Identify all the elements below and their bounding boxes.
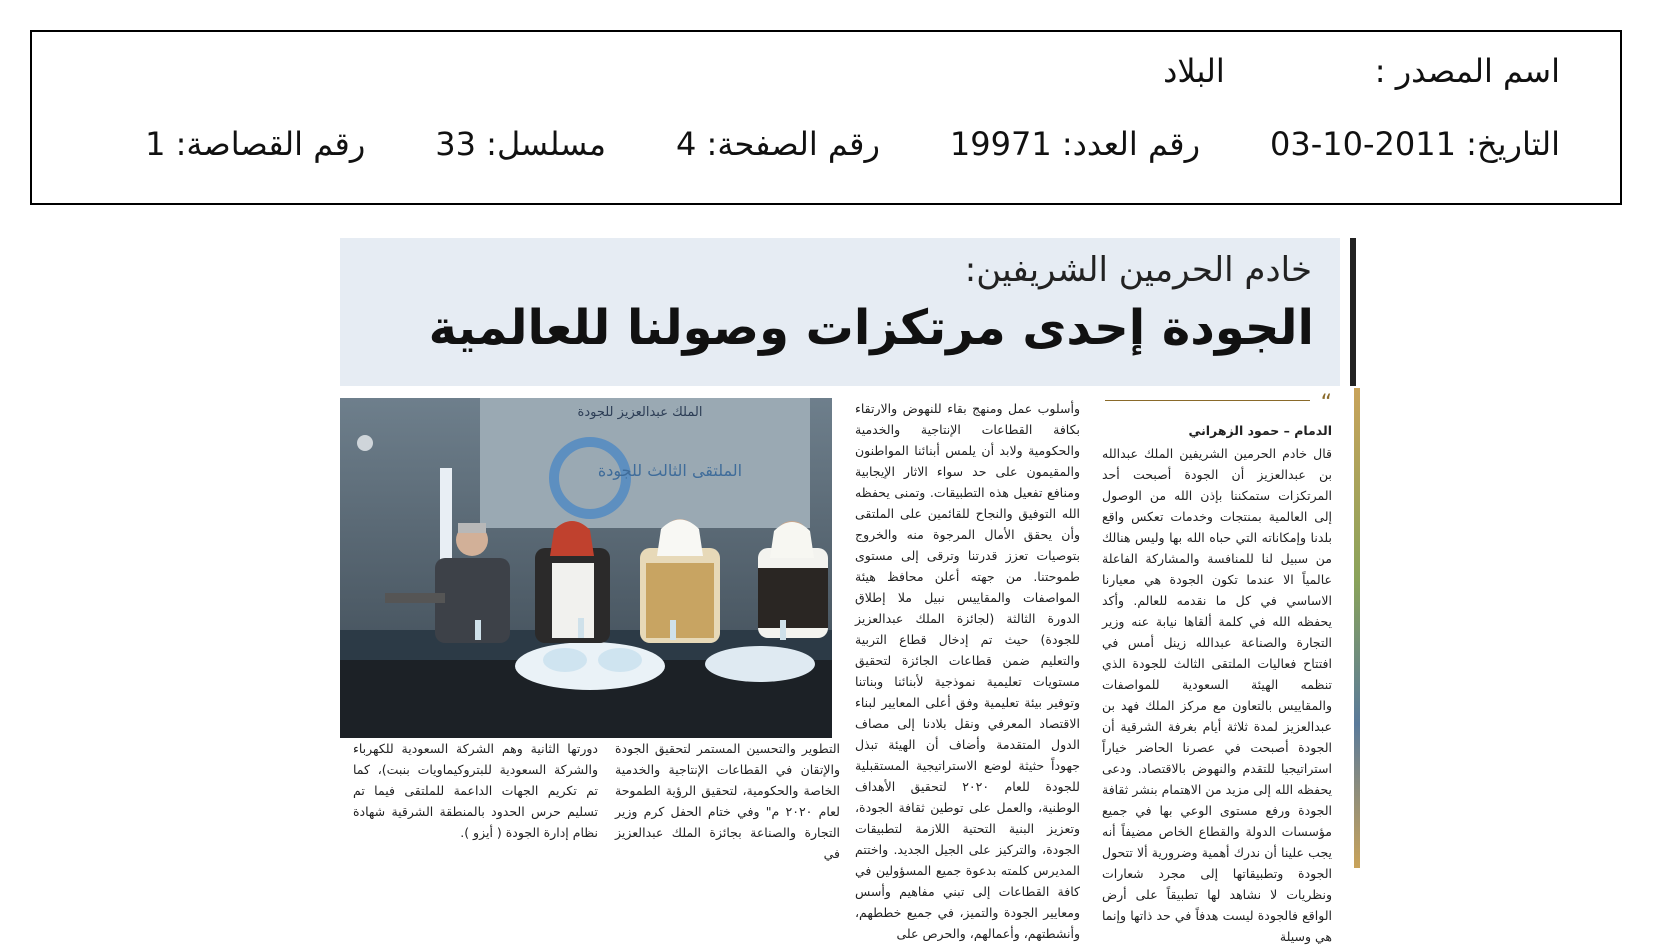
article-column-4: دورتها الثانية وهم الشركة السعودية للكهرباء والشركة السعودية للبتروكيماويات بنبت)، كما تم تكريم الجهات الداعمة للملتقى فيما تم تسليم حرس الحدود بالمنطقة الشرقية شهادة نظام إدارة الجودة ( أيزو ). xyxy=(353,741,598,840)
article-headline: الجودة إحدى مرتكزات وصولنا للعالمية xyxy=(428,300,1314,356)
page-field: رقم الصفحة: 4 xyxy=(676,125,880,163)
column-1-text: قال خادم الحرمين الشريفين الملك عبدالله بن عبدالعزيز أن الجودة أصبحت أحد المرتكزات ستمكننا بإذن الله من الوصول إلى العالمية بمنتجات وخدمات تعكس واقع بلدنا وإمكاناته التي حباه الله بها وليس هنالك من سبيل لنا للمنافسة والمشاركة الفاعلة عالمياً الا عندما تكون الجودة هي معيارنا الاساسي في كل ما نقدمه للعالم. وأكد يحفظه الله في كلمة ألقاها نيابة عنه وزير التجارة والصناعة عبدالله زينل أمس في افتتاح فعاليات الملتقى الثالث للجودة الذي تنظمه الهيئة السعودية للمواصفات والمقاييس بالتعاون مع مركز الملك فهد بن عبدالعزيز لمدة ثلاثة أيام بغرفة الشرقية أن الجودة أصبحت في عصرنا الحاضر خياراً استراتيجيا للتقدم والنهوض بالاقتصاد. ودعى يحفظه الله إلى مزيد من الاهتمام بنشر ثقافة الجودة ورفع مستوى الوعي بها في جميع مؤسسات الدولة والقطاع الخاص مضيفاً أنه يجب علينا أن ندرك أهمية وضرورية ألا تتحول الجودة وتطبيقاتها إلى مجرد شعارات ونظريات لا نشاهد لها تطبيقاً على أرض الواقع فالجودة ليست هدفاً في حد ذاتها وإنما هي وسيلة xyxy=(1102,446,1332,944)
clip-field: رقم القصاصة: 1 xyxy=(145,125,366,163)
article-column-1 xyxy=(1102,420,1332,947)
source-line xyxy=(1163,52,1560,90)
banner-main-text: الملتقى الثالث للجودة xyxy=(597,461,743,480)
edge-bar xyxy=(1350,238,1356,386)
article-kicker: خادم الحرمين الشريفين: xyxy=(964,250,1312,290)
date-field: التاريخ: 2011-10-03 xyxy=(1270,125,1560,163)
decorative-strip xyxy=(1354,388,1360,868)
article-byline: الدمام – حمود الزهراني xyxy=(1188,423,1332,438)
quote-rule xyxy=(1102,391,1332,416)
banner-top-text: الملك عبدالعزيز للجودة xyxy=(577,405,703,420)
article-column-3: التطوير والتحسين المستمر لتحقيق الجودة والإتقان في القطاعات الإنتاجية والخدمية الخاصة والحكومية، لتحقيق الرؤية الطموحة لعام ٢٠٢٠ م" وفي ختام الحفل كرم وزير التجارة والصناعة بجائزة الملك عبدالعزيز في xyxy=(615,741,840,861)
source-info-box xyxy=(30,30,1622,205)
serial-field: مسلسل: 33 xyxy=(435,125,606,163)
source-label: اسم المصدر : xyxy=(1374,52,1560,90)
quote-mark-icon: “ xyxy=(1320,391,1332,416)
metadata-line xyxy=(145,125,1560,163)
article-column-2: وأسلوب عمل ومنهج بقاء للنهوض والارتقاء بكافة القطاعات الإنتاجية والخدمية والحكومية ولابد أن يلمس أبنائنا المواطنون والمقيمون على حد سواء الاثار الإيجابية ومنافع تفعيل هذه التطبيقات. وتمنى يحفظه الله التوفيق والنجاح للقائمين على الملتقى وأن يحقق الأمال المرجوة منه والخروج بتوصيات تعزز قدرتنا وترقى إلى مستوى طموحتنا. من جهته أعلن محافظ هيئة المواصفات والمقاييس نبيل ملا إطلاق الدورة الثالثة (لجائزة الملك عبدالعزيز للجودة) حيث تم إدخال قطاع التربية والتعليم ضمن قطاعات الجائزة لتحقيق مستويات تعليمية نموذجية لأبنائنا وبناتنا وتوفير بيئة تعليمية وفق أعلى المعايير لبناء الاقتصاد المعرفي ونقل بلادنا إلى مصاف الدول المتقدمة وأضاف أن الهيئة تبذل جهوداً حثيثة لوضع الاستراتيجية المستقبلية للجودة للعام ٢٠٢٠ لتحقيق الأهداف الوطنية، والعمل على توطين ثقافة الجودة، وتعزيز البنية التحتية اللازمة لتطبيقات الجودة، والتركيز على الجيل الجديد. واختتم المديرس كلمته بدعوة جميع المسؤولين في كافة القطاعات إلى تبني مفاهيم وأسس ومعايير الجودة والتميز، في جميع خططهم، وأنشطتهم، وأعمالهم، والحرص على xyxy=(855,401,1080,941)
conference-photo xyxy=(340,398,832,738)
headline-band xyxy=(340,238,1340,386)
photo-illustration xyxy=(340,398,832,738)
issue-field: رقم العدد: 19971 xyxy=(949,125,1201,163)
source-value: البلاد xyxy=(1163,52,1225,90)
newspaper-clipping xyxy=(340,238,1360,944)
quote-line xyxy=(1105,400,1310,401)
